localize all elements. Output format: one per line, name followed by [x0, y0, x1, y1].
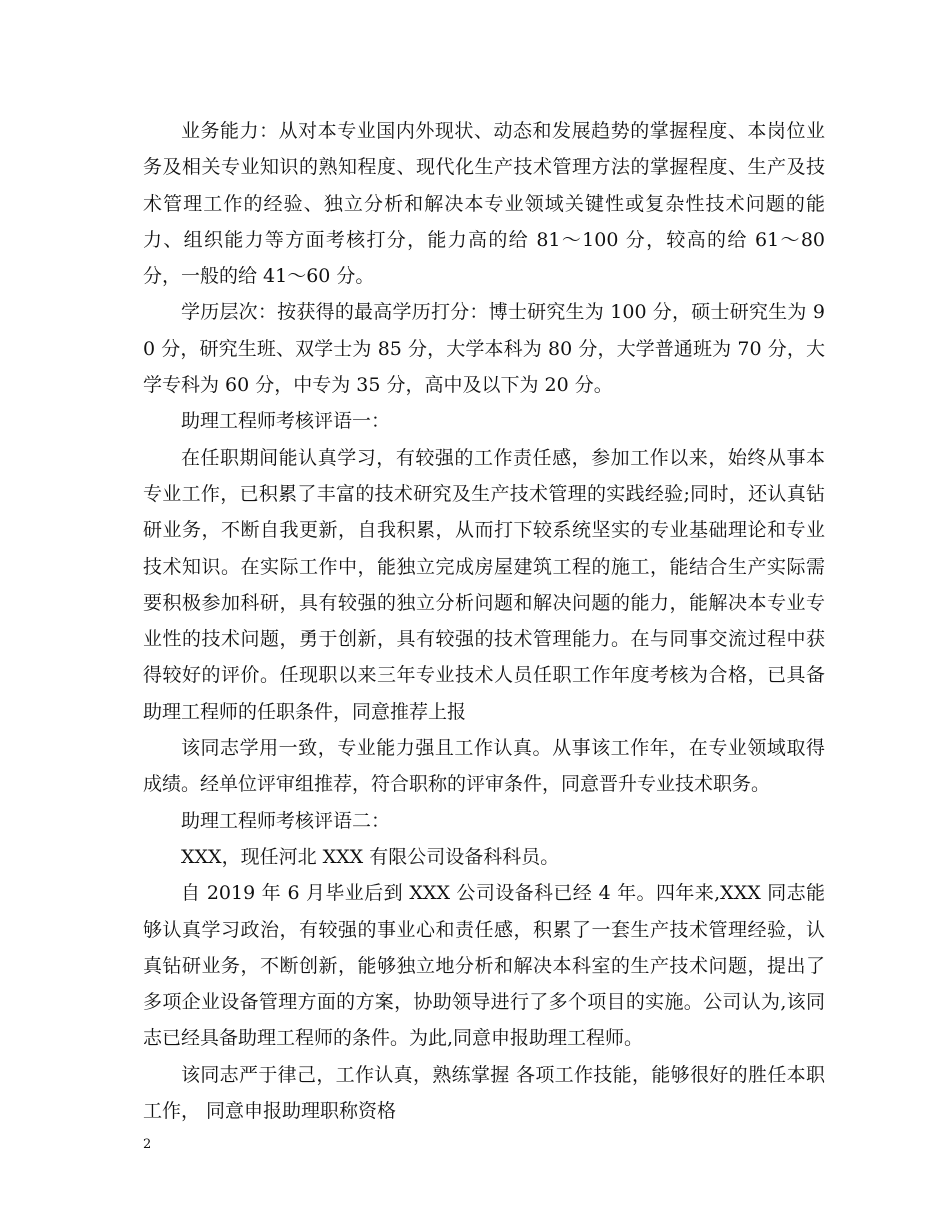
paragraph-comment-one-summary: 该同志学用一致，专业能力强且工作认真。从事该工作年，在专业领域取得成绩。经单位评审组推荐，符合职称的评审条件，同意晋升专业技术职务。 [143, 737, 825, 796]
document-body [143, 113, 825, 1129]
paragraph-employee-position: XXX，现任河北 XXX 有限公司设备科科员。 [181, 845, 560, 868]
paragraph-comment-one-body: 在任职期间能认真学习，有较强的工作责任感，参加工作以来，始终从事本专业工作，已积累了丰富的技术研究及生产技术管理的实践经验;同时，还认真钻研业务，不断自我更新，自我积累，从而打下较系统坚实的专业基础理论和专业技术知识。在实际工作中，能独立完成房屋建筑工程的施工，能结合生产实际需要积极参加科研，具有较强的独立分析问题和解决问题的能力，能解决本专业专业性的技术问题，勇于创新，具有较强的技术管理能力。在与同事交流过程中获得较好的评价。任现职以来三年专业技术人员任职工作年度考核为合格，已具备助理工程师的任职条件，同意推荐上报 [143, 446, 825, 723]
page-number: 2 [143, 1137, 152, 1152]
heading-assessment-comment-two: 助理工程师考核评语二： [181, 809, 391, 832]
heading-assessment-comment-one: 助理工程师考核评语一： [181, 410, 391, 433]
paragraph-comment-two-summary: 该同志严于律己，工作认真，熟练掌握 各项工作技能，能够很好的胜任本职工作， 同意申报助理职称资格 [143, 1063, 825, 1123]
paragraph-education-level: 学历层次：按获得的最高学历打分：博士研究生为 100 分，硕士研究生为 90 分，研究生班、双学士为 85 分，大学本科为 80 分，大学普通班为 70 分，大学专科为 60 分，中专为 35 分，高中及以下为 20 分。 [143, 301, 825, 397]
paragraph-business-ability: 业务能力：从对本专业国内外现状、动态和发展趋势的掌握程度、本岗位业务及相关专业知识的熟知程度、现代化生产技术管理方法的掌握程度、生产及技术管理工作的经验、独立分析和解决本专业领域关键性或复杂性技术问题的能力、组织能力等方面考核打分，能力高的给 81～100 分，较高的给 61～80 分，一般的给 41～60 分。 [143, 120, 825, 288]
paragraph-comment-two-body: 自 2019 年 6 月毕业后到 XXX 公司设备科已经 4 年。四年来,XXX 同志能够认真学习政治，有较强的事业心和责任感，积累了一套生产技术管理经验，认真钻研业务，不断创新，能够独立地分析和解决本科室的生产技术问题，提出了多项企业设备管理方面的方案，协助领导进行了多个项目的实施。公司认为,该同志已经具备助理工程师的条件。为此,同意申报助理工程师。 [143, 882, 825, 1050]
